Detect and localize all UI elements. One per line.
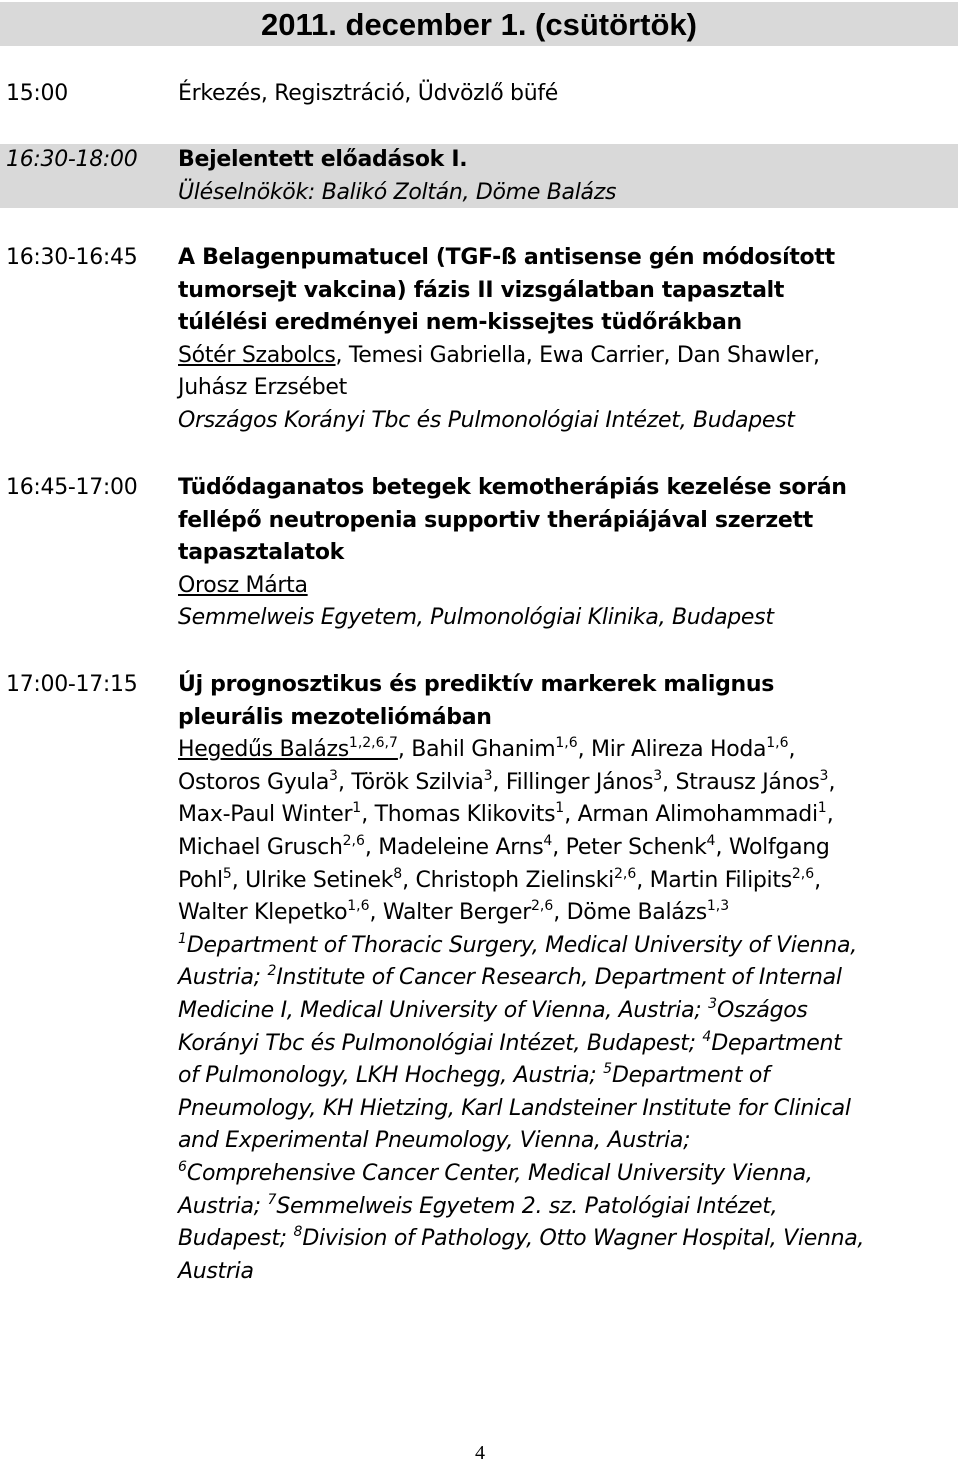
talk1-affiliation: Országos Korányi Tbc és Pulmonológiai Intézet, Budapest [178, 407, 795, 433]
talk3-affiliation-line [178, 930, 958, 963]
affiliation-superscript: 1 [555, 800, 565, 817]
talk3-affiliation-line [178, 995, 958, 1028]
affiliation-superscript: 3 [329, 767, 338, 784]
session-chairs: Üléselnökök: Balikó Zoltán, Döme Balázs [178, 179, 617, 205]
talk1-title-line: tumorsejt vakcina) fázis II vizsgálatban tapasztalt [178, 277, 785, 303]
affiliation-superscript: 7 [267, 1191, 277, 1208]
text-run: , Döme Balázs [553, 900, 707, 926]
talk3-authors-line [178, 865, 958, 898]
affiliation-superscript: 1 [352, 800, 362, 817]
talk1-block [178, 242, 958, 438]
talk2-presenter: Orosz Márta [178, 572, 308, 598]
page-number: 4 [475, 1442, 485, 1464]
text-run: , [828, 769, 836, 795]
affiliation-superscript: 2 [267, 963, 277, 980]
text-run: , Thomas Klikovits [361, 802, 556, 828]
text-run: Pneumology, KH Hietzing, Karl Landsteiner Institute for Clinical [178, 1095, 851, 1121]
affiliation-superscript: 1 [817, 800, 827, 817]
affiliation-superscript: 1 [178, 930, 187, 947]
affiliation-superscript: 4 [706, 832, 716, 849]
affiliation-superscript: 2,6 [342, 832, 365, 849]
text-run: , [826, 802, 834, 828]
text-run: Austria; [178, 1193, 268, 1219]
text-run: , [788, 737, 796, 763]
talk1-authors-line2: Juhász Erzsébet [178, 375, 347, 401]
text-run: Austria [178, 1258, 254, 1284]
text-run: , Madeleine Arns [364, 834, 544, 860]
text-run: , Bahil Ghanim [397, 737, 556, 763]
text-run: and Experimental Pneumology, Vienna, Austria; [178, 1128, 691, 1154]
affiliation-superscript: 8 [393, 865, 403, 882]
talk3-presenter [178, 737, 398, 762]
talk1-title-line: túlélési eredményei nem-kissejtes tüdőrákban [178, 310, 742, 336]
text-run: Division of Pathology, Otto Wagner Hospital, Vienna, [302, 1226, 865, 1252]
text-run: Comprehensive Cancer Center, Medical University Vienna, [186, 1160, 813, 1186]
arrival-text: Érkezés, Regisztráció, Üdvözlő büfé [178, 81, 559, 106]
text-run: Budapest; [178, 1226, 294, 1252]
session-title: Bejelentett előadások I. [178, 147, 468, 172]
affiliation-superscript: 3 [819, 767, 829, 784]
arrival-time: 15:00 [6, 81, 68, 106]
affiliation-superscript: 2,6 [531, 898, 554, 915]
text-run: Institute of Cancer Research, Department of Internal [276, 965, 842, 991]
text-run: Department of Thoracic Surgery, Medical University of Vienna, [186, 932, 857, 958]
talk3-affiliation-line [178, 962, 958, 995]
text-run: , Arman Alimohammadi [564, 802, 818, 828]
talk2-time: 16:45-17:00 [6, 475, 138, 500]
text-run: , Mir Alireza Hoda [577, 737, 767, 763]
text-run: Medicine I, Medical University of Vienna, Austria; [178, 997, 709, 1023]
affiliation-superscript: 3 [483, 767, 493, 784]
talk3-presenter-sup: 1,2,6,7 [348, 735, 398, 752]
talk2-title-line: fellépő neutropenia supportiv therápiájával szerzett [178, 507, 813, 533]
affiliation-superscript: 6 [178, 1158, 187, 1175]
text-run: , Strausz János [662, 769, 820, 795]
affiliation-superscript: 3 [708, 995, 717, 1012]
text-run: Korányi Tbc és Pulmonológiai Intézet, Budapest; [178, 1030, 703, 1056]
talk3-authors-rest [398, 737, 795, 762]
talk3-affiliation-line [178, 1256, 958, 1289]
talk3-affiliation-line [178, 1125, 958, 1158]
affiliation-superscript: 2,6 [791, 865, 815, 882]
talk3-presenter-name: Hegedűs Balázs [178, 737, 349, 763]
session-header [0, 144, 958, 208]
text-run: Oszágos [717, 997, 808, 1023]
talk3-affiliation-line [178, 1060, 958, 1093]
talk2-title-line: tapasztalatok [178, 540, 344, 566]
talk1-presenter: Sótér Szabolcs [178, 342, 336, 368]
talk3-affiliation-line [178, 1191, 958, 1224]
talk3-time: 17:00-17:15 [6, 672, 138, 697]
text-run: , Christoph Zielinski [402, 867, 614, 893]
session-time: 16:30-18:00 [6, 147, 138, 172]
text-run: Semmelweis Egyetem 2. sz. Patológiai Intézet, [276, 1193, 778, 1219]
affiliation-superscript: 1,3 [706, 898, 730, 915]
talk1-time: 16:30-16:45 [6, 245, 138, 270]
text-run: , Martin Filipits [636, 867, 792, 893]
talk3-title-line: Új prognosztikus és prediktív markerek malignus [178, 672, 775, 697]
text-run: Department of [612, 1063, 770, 1089]
talk1-authors [178, 340, 958, 373]
text-run: , Török Szilvia [337, 769, 484, 795]
affiliation-superscript: 1,6 [347, 898, 370, 915]
text-run: of Pulmonology, LKH Hochegg, Austria; [178, 1063, 604, 1089]
talk3-authors-line [178, 767, 958, 800]
text-run: Ostoros Gyula [178, 769, 330, 795]
text-run: Department [711, 1030, 842, 1056]
talk1-coauthors: , Temesi Gabriella, Ewa Carrier, Dan Shawler, [335, 342, 820, 368]
affiliation-superscript: 8 [293, 1224, 303, 1241]
affiliation-superscript: 1,6 [766, 735, 789, 752]
session-info [178, 144, 958, 209]
talk3-affiliation-line [178, 1028, 958, 1061]
talk3-authors-line [178, 799, 958, 832]
text-run: , Peter Schenk [552, 834, 707, 860]
text-run: , Wolfgang [715, 834, 830, 860]
affiliation-superscript: 5 [222, 865, 232, 882]
affiliation-superscript: 5 [603, 1061, 613, 1078]
talk2-block [178, 472, 958, 635]
text-run: Walter Klepetko [178, 900, 348, 926]
talk2-affiliation: Semmelweis Egyetem, Pulmonológiai Klinika, Budapest [178, 605, 774, 631]
talk1-title-line: A Belagenpumatucel (TGF-ß antisense gén módosított [178, 245, 835, 270]
day-header: 2011. december 1. (csütörtök) [0, 2, 958, 46]
text-run: , Ulrike Setinek [231, 867, 394, 893]
affiliation-superscript: 3 [653, 767, 663, 784]
talk3-authors-line [178, 832, 958, 865]
affiliation-superscript: 2,6 [613, 865, 637, 882]
affiliation-superscript: 4 [543, 832, 553, 849]
text-run: , [814, 867, 821, 893]
text-run: Michael Grusch [178, 834, 343, 860]
talk2-title-line: Tüdődaganatos betegek kemotherápiás kezelése során [178, 475, 847, 500]
talk3-affiliation-line [178, 1223, 958, 1256]
text-run: , Fillinger János [492, 769, 654, 795]
talk3-authors-line [178, 734, 958, 767]
text-run: Max-Paul Winter [178, 802, 353, 828]
talk3-block [178, 669, 958, 1288]
talk3-authors-line [178, 897, 958, 930]
talk3-affiliation-line [178, 1158, 958, 1191]
affiliation-superscript: 4 [702, 1028, 712, 1045]
text-run: Austria; [178, 965, 268, 991]
talk3-title-line: pleurális mezoteliómában [178, 704, 492, 730]
text-run: , Walter Berger [369, 900, 531, 926]
affiliation-superscript: 1,6 [555, 735, 578, 752]
talk3-affiliation-line [178, 1093, 958, 1126]
text-run: Pohl [178, 867, 223, 893]
